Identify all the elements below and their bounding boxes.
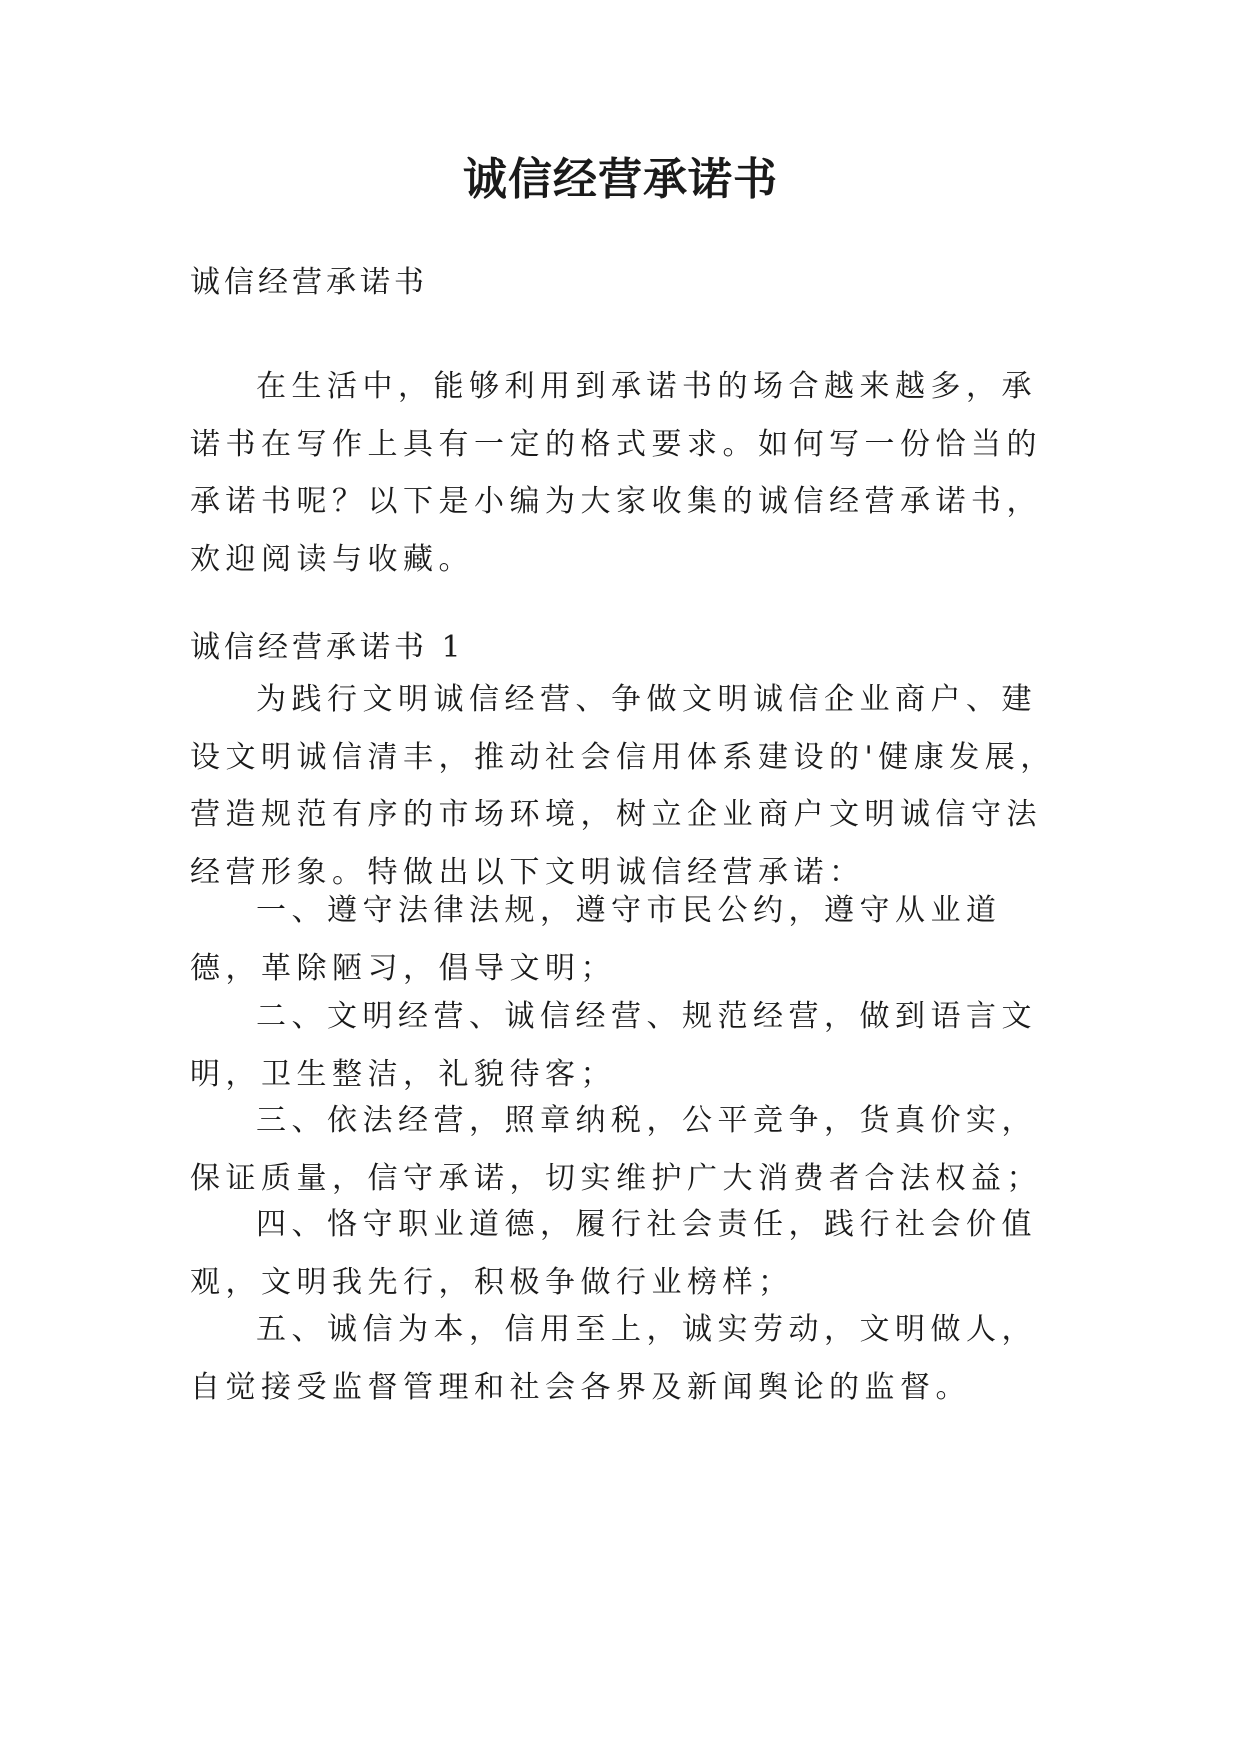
intro-paragraph: 在生活中，能够利用到承诺书的场合越来越多，承诺书在写作上具有一定的格式要求。如何写一份恰当的承诺书呢？以下是小编为大家收集的诚信经营承诺书，欢迎阅读与收藏。 <box>190 369 1042 577</box>
commitment-item-5: 五、诚信为本，信用至上，诚实劳动，文明做人，自觉接受监督管理和社会各界及新闻舆论的监督。 <box>190 1312 1037 1405</box>
document-title: 诚信经营承诺书 <box>463 154 778 205</box>
section-paragraph-preamble: 为践行文明诚信经营、争做文明诚信企业商户、建设文明诚信清丰，推动社会信用体系建设的'健康发展，营造规范有序的市场环境，树立企业商户文明诚信守法经营形象。特做出以下文明诚信经营承诺： <box>190 682 1056 890</box>
commitment-item-2: 二、文明经营、诚信经营、规范经营，做到语言文明，卫生整洁，礼貌待客； <box>190 999 1037 1092</box>
commitment-item-3: 三、依法经营，照章纳税，公平竞争，货真价实，保证质量，信守承诺，切实维护广大消费者合法权益； <box>190 1103 1042 1196</box>
section-heading: 诚信经营承诺书 1 <box>190 630 465 665</box>
commitment-item-4: 四、恪守职业道德，履行社会责任，践行社会价值观，文明我先行，积极争做行业榜样； <box>190 1207 1037 1300</box>
commitment-item-1: 一、遵守法律法规，遵守市民公约，遵守从业道德，革除陋习，倡导文明； <box>190 893 1002 986</box>
document-subtitle: 诚信经营承诺书 <box>190 265 428 300</box>
